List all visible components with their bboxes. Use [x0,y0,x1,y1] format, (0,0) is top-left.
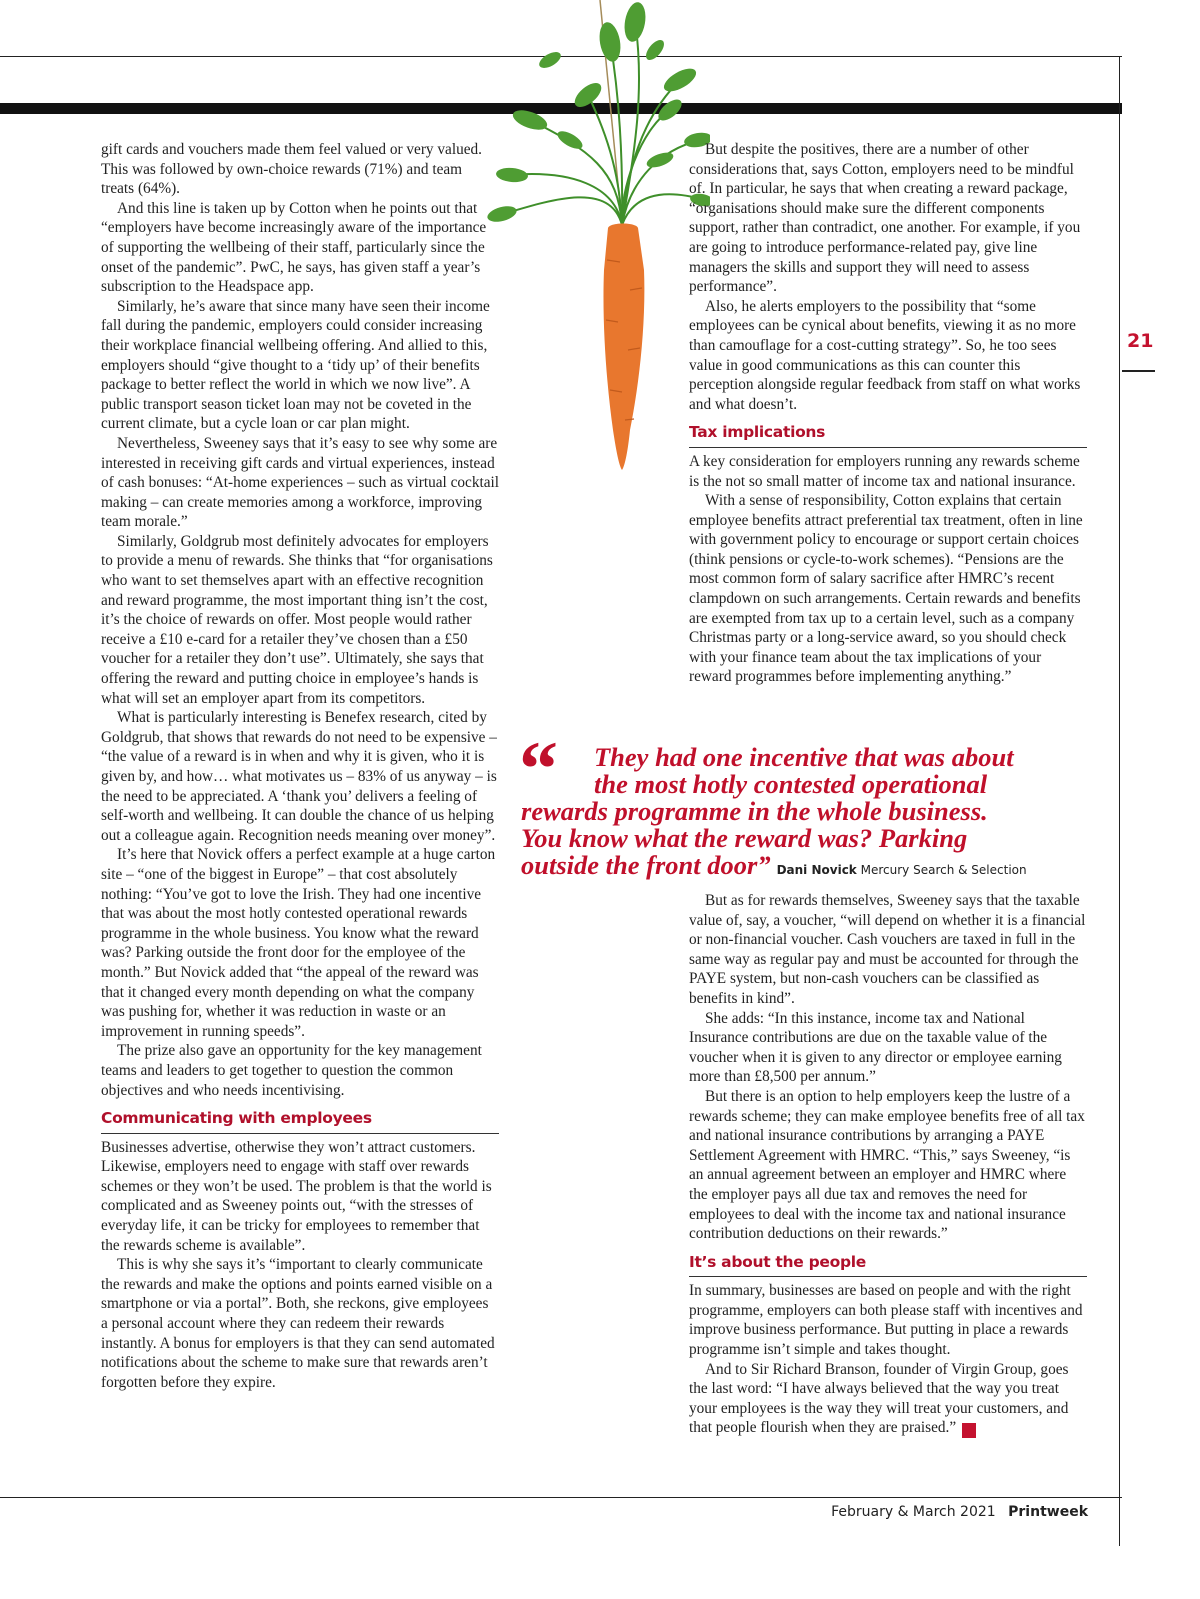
body-paragraph: With a sense of responsibility, Cotton explains that certain employee benefits attract preferential tax treatment, often in line with government policy to encourage or support certain choices (think pensions or cycle-to-work schemes). “Pensions are the most common form of salary sacrifice after HMRC’s recent clampdown on such arrangements. Certain rewards and benefits are exempted from tax up to a certain level, such as a company Christmas party or a long-service award, so you should check with your finance team about the tax implications of your reward programmes before implementing anything.” [689,492,1083,686]
pull-quote-attribution [777,863,1027,877]
pull-quote-line: You know what the reward was? Parking [521,823,968,853]
end-mark-icon: P [962,1423,976,1438]
bottom-rule [0,1497,1122,1498]
pull-quote-line-last [521,852,1101,884]
right-column-top [689,140,1087,687]
body-paragraph: The prize also gave an opportunity for the key management teams and leaders to get together to question the common objectives and who needs incentivising. [101,1042,482,1099]
body-paragraph: Also, he alerts employers to the possibility that “some employees can be cynical about benefits, viewing it as no more than camouflage for a cost-cutting strategy”. So, he too sees value in good communications as this can counter this perception alongside regular feedback from staff on what works and what doesn’t. [689,297,1081,413]
body-paragraph: It’s here that Novick offers a perfect example at a huge carton site – “one of the biggest in Europe” – that cost absolutely nothing: “You’ve got to love the Irish. They had one incentive that was about the most hotly contested operational rewards programme in the whole business. You know what the reward was? Parking outside the front door for the employee of the month.” But Novick added that “the appeal of the reward was that it changed every month depending on what the company was pushing for, whether it was reduction in waste or an improvement in running speeds”. [101,846,496,1040]
footer-date: February & March 2021 [831,1504,996,1520]
pull-quote-line: outside the front door” [521,850,771,880]
pull-quote-line: the most hotly contested operational [594,769,988,799]
body-paragraph: gift cards and vouchers made them feel valued or very valued. This was followed by own-choice rewards (71%) and team treats (64%). [101,141,482,198]
body-paragraph: And to Sir Richard Branson, founder of Virgin Group, goes the last word: “I have always believed that the way you treat your employees is the way they will treat your customers, and that people flourish when they are praised.” [689,1360,1069,1437]
pull-quote [519,725,1101,884]
body-paragraph: A key consideration for employers running any rewards scheme is the not so small matter of income tax and national insurance. [689,452,1080,490]
body-paragraph: But there is an option to help employers keep the lustre of a rewards scheme; they can make employee benefits free of all tax and national insurance contributions by arranging a PAYE Settlement Agreement with HMRC. “This,” says Sweeney, “is an annual agreement between an employer and HMRC where the employer pays all due tax and removes the need for employees to deal with the income tax and national insurance contribution deductions on their rewards.” [689,1087,1085,1243]
page-footer [831,1504,1088,1520]
page-number: 21 [1127,330,1154,352]
body-paragraph: Nevertheless, Sweeney says that it’s easy to see why some are interested in receiving gift cards and virtual experiences, instead of cash bonuses: “At-home experiences – such as virtual cocktail making – can create memories among a workforce, improving team morale.” [101,434,500,531]
right-vertical-rule [1119,56,1120,1546]
pull-quote-line: rewards programme in the whole business. [521,796,988,826]
body-paragraph: And this line is taken up by Cotton when he points out that “employers have become increasingly aware of the importance of supporting the wellbeing of their staff, particularly since the onset of the pandemic”. PwC, he says, has given staff a year’s subscription to the Headspace app. [101,199,487,296]
page-number-rule [1122,370,1155,372]
pull-quote-line: They had one incentive that was about [594,742,1014,772]
attribution-name: Dani Novick [776,863,857,877]
open-quote-mark: “ [519,725,558,812]
body-paragraph: Similarly, he’s aware that since many have seen their income fall during the pandemic, employers could consider increasing their workplace financial wellbeing offering. And allied to this, employers should “give thought to a ‘tidy up’ of their benefits package to better reflect the world in which we now live”. A public transport season ticket loan may not be coveted in the current climate, but a cycle loan or car plan might. [101,297,490,433]
body-paragraph: What is particularly interesting is Benefex research, cited by Goldgrub, that shows that rewards do not need to be expensive – “the value of a reward is in when and why it is given, who it is given by, and how… what motivates us – 83% of us anyway – is the need to be appreciated. A ‘thank you’ delivers a feeling of self-worth and wellbeing. It can double the chance of us helping out a colleague again. Recognition needs meaning over money”. [101,709,497,844]
section-heading-communicating: Communicating with employees [101,1109,499,1134]
body-paragraph: This is why she says it’s “important to clearly communicate the rewards and make the options and points earned visible on a smartphone or via a portal”. Both, she reckons, give employees a personal account where they can redeem their rewards instantly. A bonus for employers is that they can send automated notifications about the scheme to make sure that rewards aren’t forgotten before they expire. [101,1256,495,1391]
carrot-illustration [470,0,710,472]
footer-brand: Printweek [1008,1504,1088,1520]
body-paragraph: In summary, businesses are based on people and with the right programme, employers can both please staff with incentives and improve business performance. But putting in place a rewards programme isn’t simple and takes thought. [689,1282,1083,1359]
section-heading-people: It’s about the people [689,1253,1087,1278]
body-paragraph: Similarly, Goldgrub most definitely advocates for employers to provide a menu of rewards. She thinks that “for organisations who want to set themselves apart with an effective recognition and reward programme, the most important thing isn’t the cost, it’s the choice of rewards on offer. Most people would rather receive a £10 e-card for a retailer they’ve chosen than a £50 voucher for a retailer they don’t use”. Ultimately, she says that offering the reward and putting choice in employee’s hands is what will set an employer apart from its competitors. [101,532,493,707]
body-paragraph: But despite the positives, there are a number of other considerations that, says Cotton, employers need to be mindful of. In particular, he says that when creating a reward package, “organisations should make sure the different components support, rather than contradict, one another. For example, if you are going to introduce performance-related pay, give line managers the skills and support they will need to assess performance”. [689,141,1081,296]
carrot-icon [470,0,710,472]
left-column [101,140,499,1392]
section-heading-tax: Tax implications [689,423,1087,448]
attribution-org: Mercury Search & Selection [860,863,1027,877]
right-column-bottom [689,891,1087,1438]
body-paragraph: She adds: “In this instance, income tax and National Insurance contributions are due on the taxable value of the voucher when it is given to any director or employee earning more than £8,500 per annum.” [689,1009,1062,1086]
body-paragraph: Businesses advertise, otherwise they won’t attract customers. Likewise, employers need to engage with staff over rewards schemes or they won’t be used. The problem is that the world is complicated and as Sweeney points out, “with the stresses of everyday life, it can be tricky for employees to remember that the rewards scheme is available”. [101,1138,492,1254]
body-paragraph: But as for rewards themselves, Sweeney says that the taxable value of, say, a voucher, “will depend on whether it is a financial or non-financial voucher. Cash vouchers are taxed in full in the same way as regular pay and must be accounted for through the PAYE system, but non-cash vouchers can be classified as benefits in kind”. [689,892,1086,1007]
body-paragraph-last [689,1360,1087,1439]
